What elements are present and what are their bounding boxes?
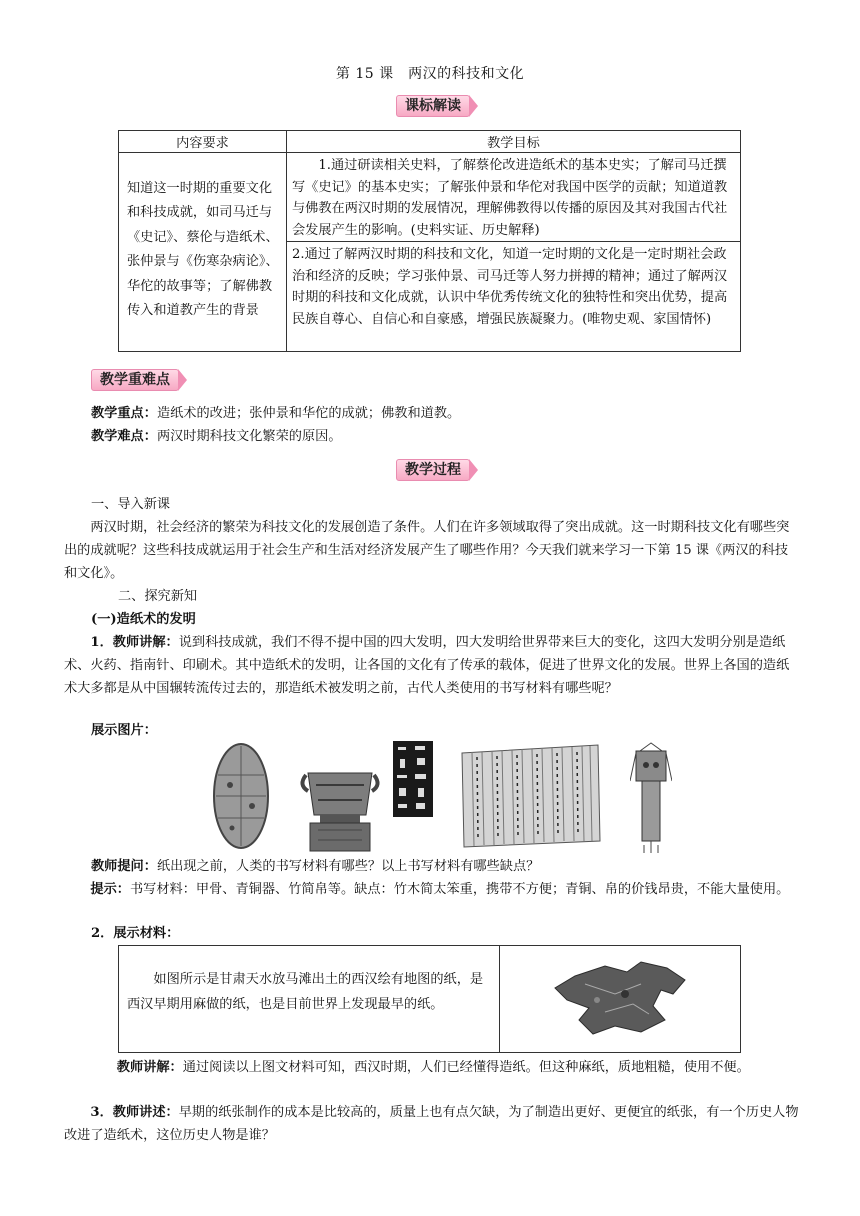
section-heading-explore: 二、探究新知	[118, 589, 198, 604]
material-image-cell	[500, 946, 741, 1053]
table-header-goals: 教学目标	[287, 131, 741, 153]
teaching-goal-2: 2.通过了解两汉时期的科技和文化，知道一定时期的文化是一定时期社会政治和经济的反映；学习张仲景、司马迁等人努力拼搏的精神；通过了解两汉时期的科技和文化成就，认识中华优秀传统文化的独特性和突出优势，提高民族自尊心、自信心和自豪感，增强民族凝聚力。(唯物史观、家国情怀)	[287, 242, 741, 352]
explain-paragraph	[64, 1056, 799, 1079]
focus-text: 造纸术的改进；张仲景和华佗的成就；佛教和道教。	[156, 406, 461, 421]
question-text: 纸出现之前，人类的书写材料有哪些？以上书写材料有哪些缺点？	[156, 859, 540, 874]
material-box	[118, 945, 741, 1053]
explain-text: 通过阅读以上图文材料可知，西汉时期，人们已经懂得造纸。但这种麻纸，质地粗糙，使用不便。	[182, 1060, 750, 1075]
teaching-goal-1: 1.通过研读相关史料，了解蔡伦改进造纸术的基本史实；了解司马迁撰写《史记》的基本史实；了解张仲景和华佗对我国中医学的贡献；知道道教与佛教在两汉时期的发展情况，理解佛教得以传播的原因及其对我国古代社会发展产生的影响。(史料实证、历史解释)	[287, 153, 741, 242]
teaching-difficulty	[91, 425, 342, 448]
material-text: 如图所示是甘肃天水放马滩出土的西汉绘有地图的纸，是西汉早期用麻做的纸，也是目前世界上发现最早的纸。	[119, 946, 500, 1053]
bronze-inscription-image	[393, 741, 433, 817]
item-2-label: 2．展示材料：	[91, 926, 180, 941]
section-heading-intro: 一、导入新课	[91, 497, 171, 512]
difficulty-text: 两汉时期科技文化繁荣的原因。	[156, 429, 342, 444]
item-1-label: 1．教师讲解：	[90, 635, 179, 650]
content-requirements: 知道这一时期的重要文化和科技成就，如司马迁与《史记》、蔡伦与造纸术、张仲景与《伤寒杂病论》、华佗的故事等；了解佛教传入和道教产生的背景	[119, 153, 287, 352]
subheading-papermaking: (一)造纸术的发明	[91, 612, 196, 627]
page-title: 第 15 课 两汉的科技和文化	[335, 66, 525, 82]
arrow-icon	[469, 95, 478, 117]
arrow-icon	[178, 369, 187, 391]
teacher-question	[91, 855, 539, 878]
standards-table	[118, 130, 741, 352]
hint-paragraph	[64, 878, 799, 901]
section-badge-standards	[396, 95, 478, 117]
hint-text: 书写材料：甲骨、青铜器、竹简帛等。缺点：竹木简太笨重，携带不方便；青铜、帛的价钱昂贵，不能大量使用。	[129, 882, 790, 897]
show-pictures-label: 展示图片：	[91, 723, 157, 738]
item-3-label: 3．教师讲述：	[90, 1105, 179, 1120]
silk-banner-image	[630, 741, 672, 853]
intro-paragraph: 两汉时期，社会经济的繁荣为科技文化的发展创造了条件。人们在许多领域取得了突出成就。这一时期科技文化有哪些突出的成就呢？这些科技成就运用于社会生产和生活对经济发展产生了哪些作用？今天我们就来学习一下第 15 课《两汉的科技和文化》。	[64, 520, 790, 581]
item-1-paragraph	[64, 631, 799, 700]
item-1-text: 说到科技成就，我们不得不提中国的四大发明，四大发明给世界带来巨大的变化，这四大发明分别是造纸术、火药、指南针、印刷术。其中造纸术的发明，让各国的文化有了传承的载体，促进了世界文化的发展。世界上各国的造纸术大多都是从中国辗转流传过去的，那造纸术被发明之前，古代人类使用的书写材料有哪些呢？	[64, 635, 790, 696]
difficulty-label: 教学难点：	[91, 429, 157, 444]
arrow-icon	[469, 459, 478, 481]
hemp-paper-map-image	[545, 954, 695, 1040]
explain-label: 教师讲解：	[116, 1060, 183, 1075]
oracle-bone-image	[210, 740, 272, 852]
section-badge-process	[396, 459, 478, 481]
bronze-vessel-image	[298, 765, 382, 853]
item-3-text: 早期的纸张制作的成本是比较高的，质量上也有点欠缺，为了制造出更好、更便宜的纸张，有一个历史人物改进了造纸术，这位历史人物是谁？	[64, 1105, 799, 1143]
hint-label: 提示：	[90, 882, 130, 897]
badge-label: 教学重难点	[91, 369, 179, 391]
section-badge-keypoints	[91, 369, 187, 391]
badge-label: 教学过程	[396, 459, 470, 481]
focus-label: 教学重点：	[91, 406, 157, 421]
table-header-requirements: 内容要求	[119, 131, 287, 153]
question-label: 教师提问：	[91, 859, 157, 874]
teaching-focus	[91, 402, 460, 425]
item-3-paragraph	[64, 1101, 799, 1147]
badge-label: 课标解读	[396, 95, 470, 117]
bamboo-slips-image	[458, 741, 604, 849]
